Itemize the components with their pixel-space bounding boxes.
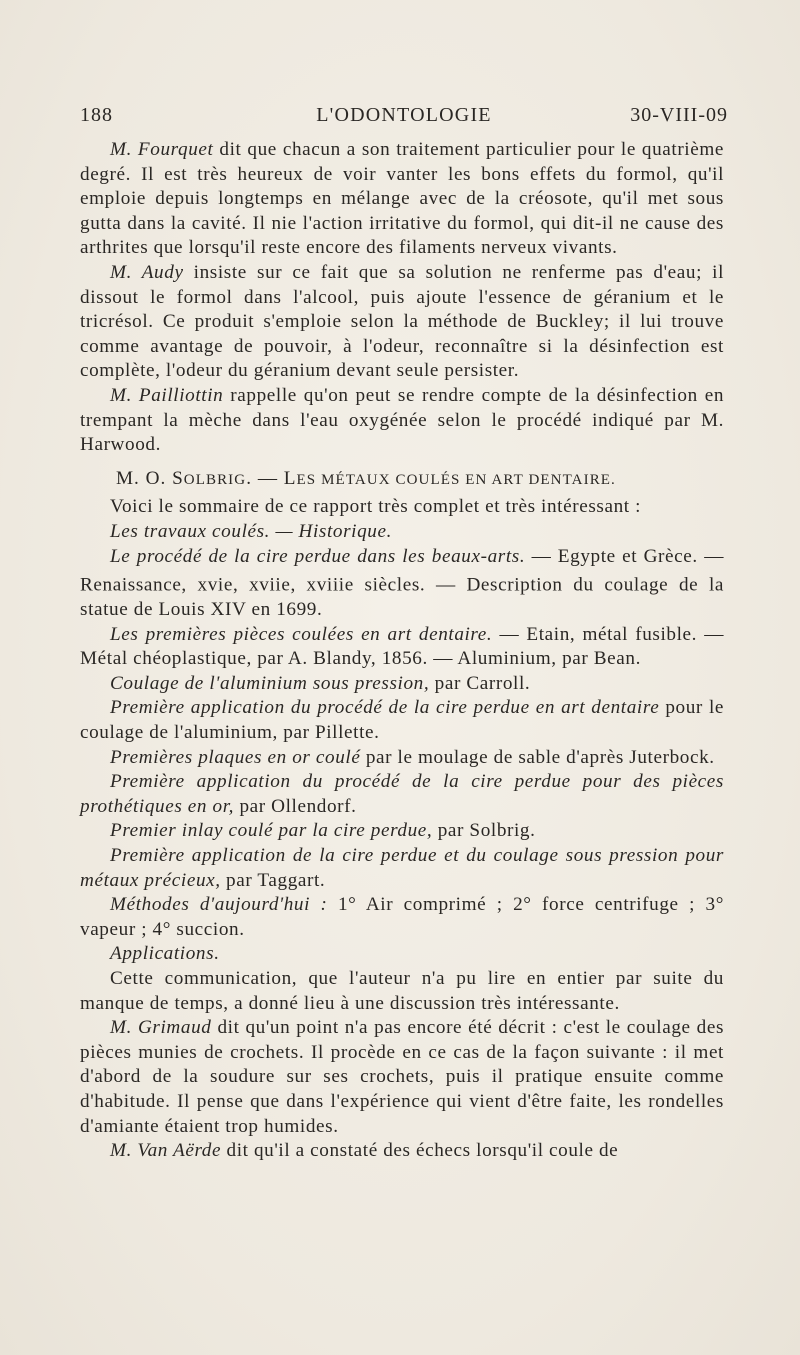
section-title: M. O. SOLBRIG. — LES MÉTAUX COULÉS EN ART DENTAIRE. [116, 467, 616, 489]
summary-item: Coulage de l'aluminium sous pression, par Carroll. [110, 672, 531, 694]
summary-item: Les travaux coulés. — Historique. [110, 520, 393, 542]
summary-item: Première application du procédé de la cire perdue en art dentaire pour le coulage de l'aluminium, par Pillette. [80, 697, 724, 744]
body-text [80, 138, 724, 1164]
paragraph-text: insiste sur ce fait que sa solution ne renferme pas d'eau; il dissout le formol dans l'alcool, puis ajoute l'essence de géranium et le tricrésol. Ce produit s'emploie selon la méthode de Buckley; il lui trouve comme avantage de pouvoir, à l'odeur, reconnaître si la désinfection est complète, l'odeur du géranium devant seule persister. [80, 261, 724, 382]
summary-item: Les premières pièces coulées en art dentaire. — Etain, métal fusible. — Métal chéoplastique, par A. Blandy, 1856. — Aluminium, par Bean. [80, 623, 724, 670]
paragraph-text: rappelle qu'on peut se rendre compte de la désinfection en trempant la mèche dans l'eau oxygénée selon le procédé indiqué par M. Harwood. [80, 384, 725, 456]
summary-item: Première application de la cire perdue et du coulage sous pression pour métaux précieux, par Taggart. [80, 845, 724, 891]
summary-intro: Voici le sommaire de ce rapport très complet et très intéressant : [110, 496, 642, 518]
speaker-name: M. Pailliottin [110, 384, 224, 406]
summary-item: Première application du procédé de la cire perdue pour des pièces prothétiques en or, par Ollendorf. [80, 771, 724, 817]
speaker-name: M. Grimaud [110, 1017, 212, 1039]
speaker-name: M. Fourquet [110, 139, 214, 160]
issue-date: 30-VIII-09 [630, 104, 728, 126]
speaker-name: M. Audy [110, 261, 184, 283]
running-header [80, 104, 728, 130]
summary-item: Premières plaques en or coulé par le moulage de sable d'après Juterbock. [110, 746, 715, 768]
paragraph-van-aerde: M. Van Aërde dit qu'il a constaté des échecs lorsqu'il coule de [110, 1140, 619, 1162]
speaker-name: M. Van Aërde [110, 1140, 222, 1162]
summary-item: Applications. [110, 943, 220, 965]
paragraph-fourquet [80, 138, 724, 261]
paragraph-text: dit que chacun a son traitement particulier pour le quatrième degré. Il est très heureux de voir vanter les bons effets du formol, qu'il emploie depuis longtemps en mélange avec de la créosote, qu'il met sous gutta dans la cavité. Il nie l'action irritative du formol, qui dit-il ne cause des arthrites que lorsqu'il reste encore des filaments nerveux vivants. [80, 139, 724, 259]
paragraph-pailliottin [80, 384, 724, 458]
paragraph-grimaud: M. Grimaud dit qu'un point n'a pas encore été décrit : c'est le coulage des pièces munies de crochets. Il procède en ce cas de la façon suivante : il met d'abord de la soudure sur ses crochets, puis il pratique ensuite comme d'habitude. Il pense que dans l'expérience qui vient d'être faite, les rondelles d'amiante étaient trop humides. [80, 1017, 725, 1137]
paragraph-communication: Cette communication, que l'auteur n'a pu lire en entier par suite du manque de temps, a donné lieu à une discussion très intéressante. [80, 967, 724, 1014]
summary-item: Premier inlay coulé par la cire perdue, par Solbrig. [110, 820, 536, 842]
summary-item: Le procédé de la cire perdue dans les beaux-arts. — Egypte et Grèce. — Renaissance, xvie, xviie, xviiie siècles. — Description du coulage de la statue de Louis XIV en 1699. [80, 545, 725, 621]
summary-item: Méthodes d'aujourd'hui : 1° Air comprimé ; 2° force centrifuge ; 3° vapeur ; 4° succion. [80, 894, 724, 940]
paragraph-audy [80, 261, 724, 384]
journal-title: L'ODONTOLOGIE [316, 104, 492, 126]
page-number: 188 [80, 104, 113, 126]
